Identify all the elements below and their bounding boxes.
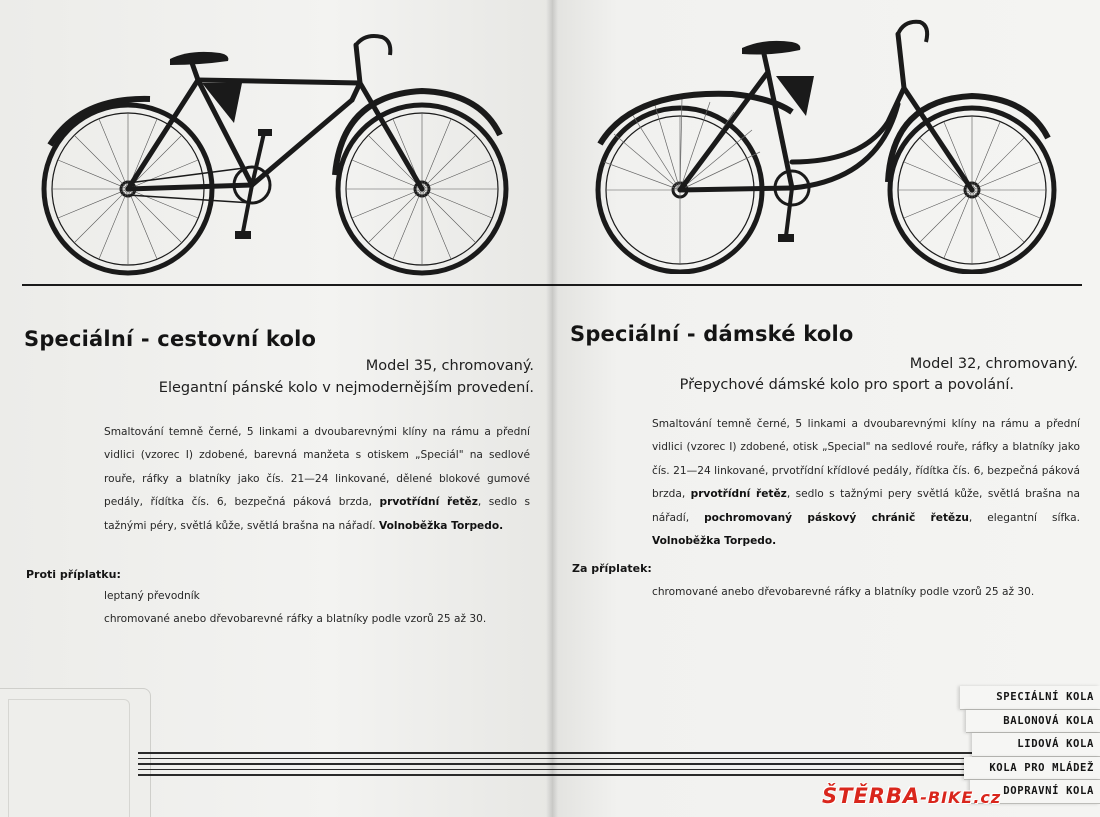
- emphasis-text: Volnoběžka Torpedo.: [378, 519, 504, 532]
- description-text: [104, 421, 530, 538]
- index-tab[interactable]: BALONOVÁ KOLA: [966, 710, 1100, 734]
- emphasis-text: Volnoběžka Torpedo.: [652, 535, 777, 548]
- page-edge-mark: [0, 688, 151, 817]
- tagline: Elegantní pánské kolo v nejmodernějším provedení.: [158, 380, 534, 396]
- index-tab[interactable]: LIDOVÁ KOLA: [972, 733, 1100, 757]
- watermark-main: ŠTĚRBA: [822, 784, 921, 808]
- model-line: Model 35, chromovaný.: [365, 358, 534, 374]
- page-gutter: [546, 0, 558, 817]
- body-segment: Smaltování temně černé, 5 linkami a dvoubarevnými klíny na rámu a přední vidlici (vzorec I) zdobené, otisk „Special" na sedlové rouře, ráfky a blatníky jako čís. 21—24 linkované, prvotřídní křídlové pedály, řídítka čís. 6, bezpečná páková brzda,: [652, 418, 1080, 501]
- index-tab[interactable]: DOPRAVNÍ KOLA: [970, 780, 1100, 804]
- ladies-bicycle-image: [592, 12, 1062, 274]
- tagline: Přepychové dámské kolo pro sport a povolání.: [679, 377, 1014, 393]
- extras-item: leptaný převodník: [104, 590, 200, 602]
- product-heading: Speciální - cestovní kolo: [24, 327, 317, 351]
- emphasis-text: prvotřídní řetěz: [379, 496, 478, 509]
- body-segment: , elegantní sífka.: [968, 511, 1080, 524]
- site-watermark: [822, 784, 1001, 808]
- mens-bicycle-image: [30, 25, 525, 280]
- body-segment: Smaltování temně černé, 5 linkami a dvoubarevnými klíny na rámu a přední vidlici (vzorec I) zdobené, barevná manžeta s otiskem „Speciál" na sedlové rouře, ráfky a blatníky jako čís. 21—24 linkované, dělené blokové gumové pedály, řídítka čís. 6, bezpečná páková brzda,: [104, 426, 530, 509]
- watermark-suffix: -BIKE.cz: [920, 788, 1002, 807]
- decorative-lines: [138, 752, 552, 780]
- extras-label: Proti příplatku:: [26, 568, 121, 581]
- body-segment: , sedlo s tažnými pery světlá kůže, světlá brašna na nářadí,: [652, 488, 1080, 524]
- product-heading: Speciální - dámské kolo: [570, 322, 854, 346]
- description-text: [652, 413, 1080, 553]
- extras-item: chromované anebo dřevobarevné ráfky a blatníky podle vzorů 25 až 30.: [104, 613, 487, 625]
- decorative-lines: [552, 752, 972, 780]
- emphasis-text: prvotřídní řetěz: [690, 488, 787, 501]
- index-tab[interactable]: KOLA PRO MLÁDEŽ: [964, 757, 1100, 781]
- model-line: Model 32, chromovaný.: [909, 356, 1078, 372]
- divider-rule: [22, 284, 552, 286]
- body-segment: , sedlo s tažnými péry, světlá kůže, světlá brašna na nářadí.: [104, 496, 531, 532]
- divider-rule: [552, 284, 1082, 286]
- extras-label: Za příplatek:: [572, 562, 652, 575]
- index-tab[interactable]: SPECIÁLNÍ KOLA: [960, 686, 1100, 710]
- extras-item: chromované anebo dřevobarevné ráfky a blatníky podle vzorů 25 až 30.: [652, 586, 1035, 598]
- emphasis-text: pochromovaný páskový chránič řetězu: [704, 511, 969, 524]
